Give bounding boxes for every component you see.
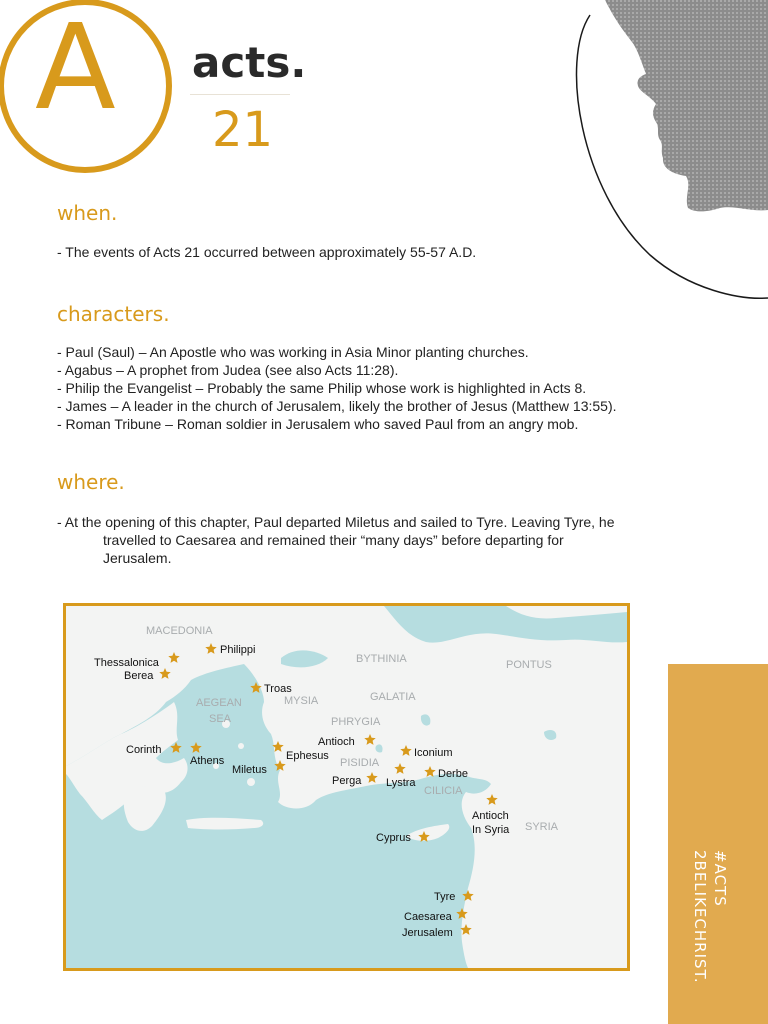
city-cyprus: Cyprus <box>376 832 411 844</box>
character-roman-tribune: - Roman Tribune – Roman soldier in Jerusalem who saved Paul from an angry mob. <box>57 416 579 432</box>
characters-list <box>57 343 617 433</box>
paul-journey-map <box>63 603 630 971</box>
character-philip: - Philip the Evangelist – Probably the same Philip whose work is highlighted in Acts 8. <box>57 380 587 396</box>
map-crete <box>186 818 263 830</box>
statue-head-illustration <box>560 0 768 300</box>
region-macedonia: MACEDONIA <box>146 625 213 637</box>
city-miletus: Miletus <box>232 764 267 776</box>
region-pontus: PONTUS <box>506 659 552 671</box>
city-perga: Perga <box>332 775 362 787</box>
city-iconium: Iconium <box>414 747 453 759</box>
city-philippi: Philippi <box>220 644 256 656</box>
map-svg <box>66 606 627 968</box>
where-text <box>57 513 615 567</box>
where-line: Jerusalem. <box>103 550 172 566</box>
city-berea: Berea <box>124 670 154 682</box>
city-jerusalem: Jerusalem <box>402 927 453 939</box>
where-line: - At the opening of this chapter, Paul departed Miletus and sailed to Tyre. Leaving Tyre, he <box>57 514 615 530</box>
city-athens: Athens <box>190 755 225 767</box>
city-antioch-syria: In Syria <box>472 824 510 836</box>
region-pisidia: PISIDIA <box>340 757 380 769</box>
city-antioch-pisidia: Antioch <box>318 736 355 748</box>
page-title: acts. <box>192 38 307 87</box>
section-heading-where: where. <box>57 470 125 494</box>
when-text: - The events of Acts 21 occurred between approximately 55-57 A.D. <box>57 244 477 260</box>
region-phrygia: PHRYGIA <box>331 716 381 728</box>
character-paul: - Paul (Saul) – An Apostle who was working in Asia Minor planting churches. <box>57 344 529 360</box>
region-mysia: MYSIA <box>284 695 319 707</box>
city-ephesus: Ephesus <box>286 750 329 762</box>
city-troas: Troas <box>264 683 292 695</box>
city-lystra: Lystra <box>386 777 416 789</box>
hashtag-2belikechrist: 2BELIKECHRIST. <box>691 850 709 984</box>
region-aegean-sea: SEA <box>209 713 232 725</box>
character-james: - James – A leader in the church of Jerusalem, likely the brother of Jesus (Matthew 13:55). <box>57 398 617 414</box>
section-heading-when: when. <box>57 201 118 225</box>
hashtag-acts: #ACTS <box>711 850 729 907</box>
region-bythinia: BYTHINIA <box>356 653 407 665</box>
region-syria: SYRIA <box>525 821 559 833</box>
city-tyre: Tyre <box>434 891 456 903</box>
chapter-number: 21 <box>212 102 274 158</box>
region-aegean-sea: AEGEAN <box>196 697 242 709</box>
city-corinth: Corinth <box>126 744 162 756</box>
title-divider <box>190 94 290 95</box>
region-cilicia: CILICIA <box>424 785 463 797</box>
character-agabus: - Agabus – A prophet from Judea (see also Acts 11:28). <box>57 362 399 378</box>
where-line: travelled to Caesarea and remained their “many days” before departing for <box>103 532 564 548</box>
logo-letter: A <box>35 0 116 136</box>
city-derbe: Derbe <box>438 768 468 780</box>
city-thessalonica: Thessalonica <box>94 657 159 669</box>
city-antioch-syria: Antioch <box>472 810 509 822</box>
region-galatia: GALATIA <box>370 691 416 703</box>
sidebar-hashtags <box>690 850 730 984</box>
city-caesarea: Caesarea <box>404 911 452 923</box>
section-heading-characters: characters. <box>57 302 170 326</box>
